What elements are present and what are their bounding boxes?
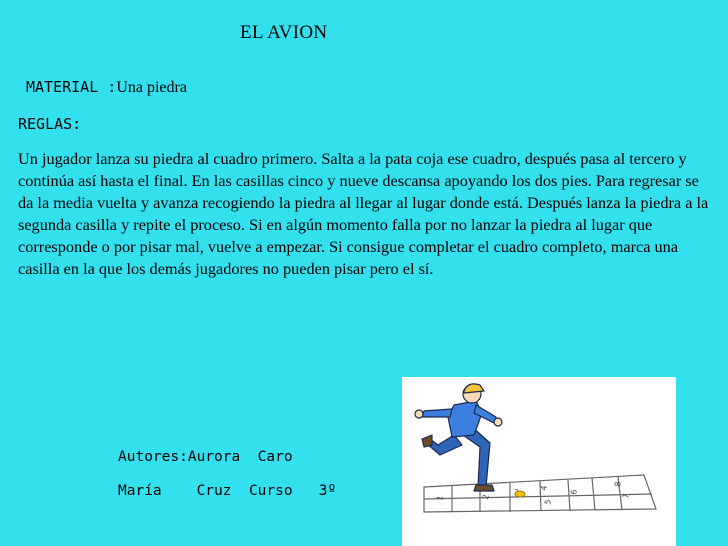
grid-number: 8 [613, 480, 623, 488]
grid-number: 6 [569, 488, 579, 496]
grid-number: 2 [481, 493, 491, 501]
authors-line-2: María Cruz Curso 3º [118, 483, 337, 499]
grid-number: 5 [543, 498, 553, 506]
reglas-label: REGLAS: [18, 115, 82, 133]
rules-text: Un jugador lanza su piedra al cuadro primero. Salta a la pata coja ese cuadro, después pasa al tercero y continúa así hasta el final. En las casillas cinco y nueve descansa apoyando los dos pies. Para regresar se da la media vuelta y avanza recogiendo la piedra al llegar al lugar donde está. Después lanza la piedra a la segunda casilla y repite el proceso. Si en algún momento falla por no lanzar la piedra al lugar que corresponde o por pisar mal, vuelve a empezar. Si consigue completar el cuadro completo, marca una casilla en la que los demás jugadores no pueden pisar pero el sí. [18, 149, 709, 278]
grid-number: 7 [621, 492, 631, 500]
material-value: Una piedra [116, 79, 187, 96]
stone-icon [515, 491, 525, 497]
material-line [26, 78, 187, 97]
grid-number: 1 [435, 494, 445, 502]
hopscotch-illustration [402, 377, 676, 546]
hopping-child-figure [415, 384, 502, 491]
page-title: EL AVION [240, 22, 328, 43]
authors-line-1: Autores:Aurora Caro [118, 449, 293, 465]
grid-number: 4 [539, 484, 549, 492]
material-label: MATERIAL : [26, 78, 117, 96]
hopscotch-drawing [402, 377, 676, 546]
